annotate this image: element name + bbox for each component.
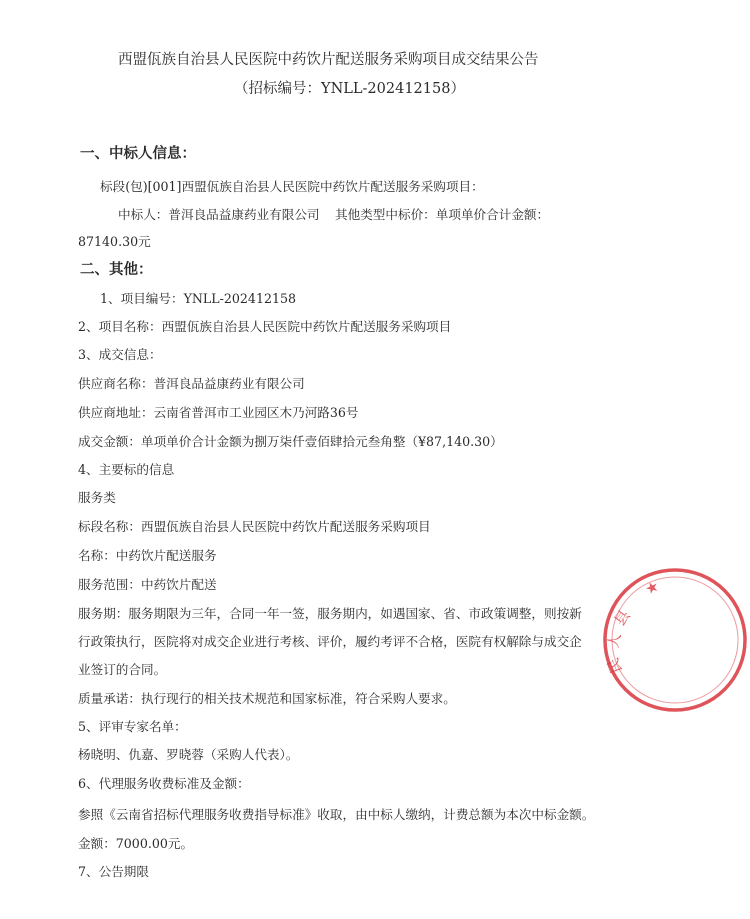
svg-text:人: 人: [604, 631, 625, 650]
item-5: 5、评审专家名单：: [78, 719, 187, 734]
price-value: 87140.30元: [78, 234, 151, 249]
item-6: 6、代理服务收费标准及金额：: [78, 776, 250, 791]
service-period-line1: 服务期：服务期限为三年，合同一年一签，服务期内，如遇国家、省、市政策调整，则按新: [78, 606, 582, 621]
service-period-line3: 业签订的合同。: [78, 662, 167, 677]
item-1: 1、项目编号：YNLL-202412158: [100, 291, 297, 306]
deal-amount: 成交金额：单项单价合计金额为捌万柒仟壹佰肆拾元叁角整（¥87,140.30）: [78, 434, 503, 449]
winner-line: 中标人：普洱良品益康药业有限公司: [118, 207, 320, 222]
service-period-line2: 行政策执行，医院将对成交企业进行考核、评价，履约考评不合格，医院有权解除与成交企: [78, 634, 582, 649]
lot-line: 标段(包)[001]西盟佤族自治县人民医院中药饮片配送服务采购项目：: [100, 179, 484, 194]
document-subtitle: （招标编号：YNLL-202412158）: [234, 81, 465, 97]
supplier-address: 供应商地址：云南省普洱市工业园区木乃河路36号: [78, 405, 359, 420]
item-3: 3、成交信息：: [78, 347, 162, 362]
quality-commitment: 质量承诺：执行现行的相关技术规范和国家标准，符合采购人要求。: [78, 691, 456, 706]
fee-amount: 金额：7000.00元。: [78, 836, 194, 851]
lot-name: 标段名称：西盟佤族自治县人民医院中药饮片配送服务采购项目: [78, 519, 431, 534]
service-name: 名称：中药饮片配送服务: [78, 548, 217, 563]
service-scope: 服务范围：中药饮片配送: [78, 577, 217, 592]
svg-text:民: 民: [603, 655, 626, 676]
fee-standard: 参照《云南省招标代理服务收费指导标准》收取，由中标人缴纳，计费总额为本次中标金额。: [78, 807, 595, 822]
item-2: 2、项目名称：西盟佤族自治县人民医院中药饮片配送服务采购项目: [78, 319, 452, 334]
expert-list: 杨晓明、仇嘉、罗晓蓉（采购人代表）。: [78, 747, 299, 762]
service-category: 服务类: [78, 490, 116, 505]
section1-heading: 一、中标人信息：: [80, 146, 196, 162]
official-seal: [600, 565, 750, 715]
item-7: 7、公告期限: [78, 864, 149, 879]
svg-text:县: 县: [610, 606, 634, 630]
svg-text:★: ★: [642, 576, 662, 599]
section2-heading: 二、其他：: [80, 262, 153, 278]
price-type-line: 其他类型中标价：单项单价合计金额：: [335, 207, 550, 222]
document-title: 西盟佤族自治县人民医院中药饮片配送服务采购项目成交结果公告: [118, 52, 539, 68]
item-4: 4、主要标的信息: [78, 462, 175, 477]
supplier-name: 供应商名称：普洱良品益康药业有限公司: [78, 376, 305, 391]
